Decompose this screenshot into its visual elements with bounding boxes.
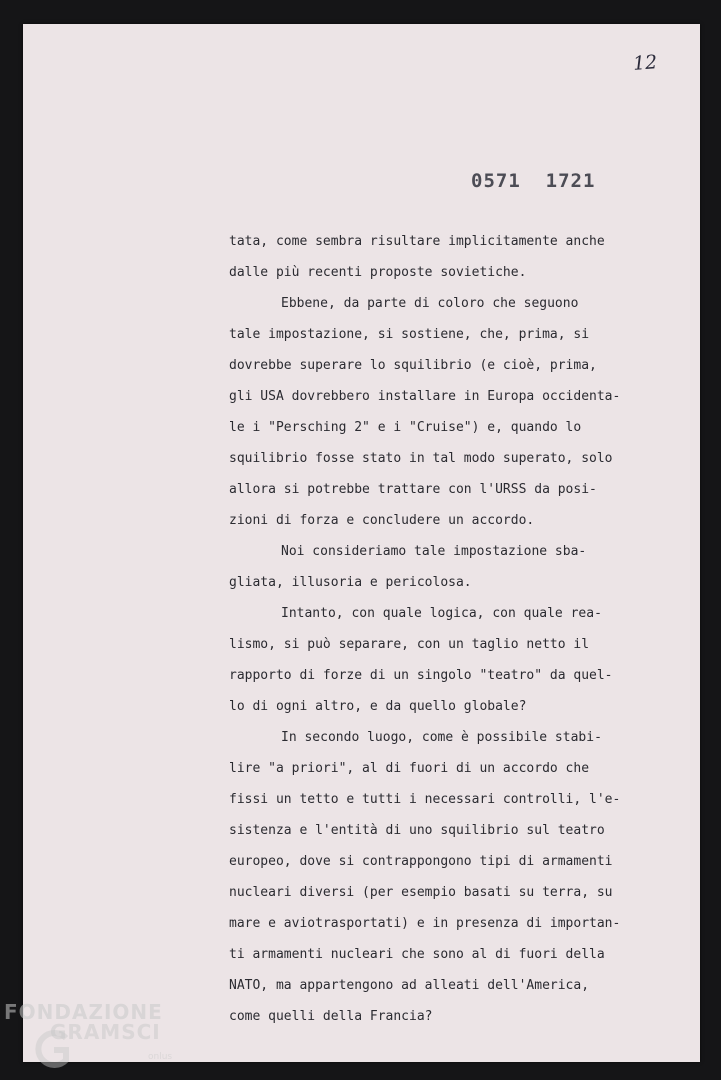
text-line: gliata, illusoria e pericolosa. xyxy=(229,575,472,590)
text-line: NATO, ma appartengono ad alleati dell'America, xyxy=(229,978,590,993)
text-line: zioni di forza e concludere un accordo. xyxy=(229,513,535,528)
handwritten-page-number: 12 xyxy=(632,51,658,75)
text-line: tata, come sembra risultare implicitamente anche xyxy=(229,234,605,249)
archive-code-stamp: 0571 1721 xyxy=(471,170,596,192)
text-line: Intanto, con quale logica, con quale rea- xyxy=(281,606,602,621)
text-line: europeo, dove si contrappongono tipi di armamenti xyxy=(229,854,613,869)
watermark-sub: onlus xyxy=(148,1052,173,1062)
text-line: nucleari diversi (per esempio basati su terra, su xyxy=(229,885,613,900)
text-line: lismo, si può separare, con un taglio netto il xyxy=(229,637,590,652)
watermark-line1: FONDAZIONE xyxy=(4,1000,163,1024)
text-line: Noi consideriamo tale impostazione sba- xyxy=(281,544,587,559)
text-line: lire "a priori", al di fuori di un accordo che xyxy=(229,761,590,776)
watermark-line2: GRAMSCI xyxy=(50,1020,161,1044)
text-line: fissi un tetto e tutti i necessari controlli, l'e- xyxy=(229,792,621,807)
text-line: ti armamenti nucleari che sono al di fuori della xyxy=(229,947,605,962)
text-line: allora si potrebbe trattare con l'URSS da posi- xyxy=(229,482,597,497)
typed-body-text xyxy=(229,226,621,1032)
text-line: sistenza e l'entità di uno squilibrio sul teatro xyxy=(229,823,605,838)
text-line: gli USA dovrebbero installare in Europa occidenta- xyxy=(229,389,621,404)
document-page xyxy=(23,24,700,1062)
text-line: le i "Persching 2" e i "Cruise") e, quando lo xyxy=(229,420,582,435)
text-line: rapporto di forze di un singolo "teatro" da quel- xyxy=(229,668,613,683)
text-line: Ebbene, da parte di coloro che seguono xyxy=(281,296,579,311)
text-line: dalle più recenti proposte sovietiche. xyxy=(229,265,527,280)
text-line: squilibrio fosse stato in tal modo superato, solo xyxy=(229,451,613,466)
text-line: mare e aviotrasportati) e in presenza di importan- xyxy=(229,916,621,931)
text-line: lo di ogni altro, e da quello globale? xyxy=(229,699,527,714)
text-line: dovrebbe superare lo squilibrio (e cioè, prima, xyxy=(229,358,597,373)
text-line: In secondo luogo, come è possibile stabi- xyxy=(281,730,602,745)
fondazione-gramsci-watermark xyxy=(4,1000,204,1080)
text-line: tale impostazione, si sostiene, che, prima, si xyxy=(229,327,590,342)
text-line: come quelli della Francia? xyxy=(229,1009,433,1024)
